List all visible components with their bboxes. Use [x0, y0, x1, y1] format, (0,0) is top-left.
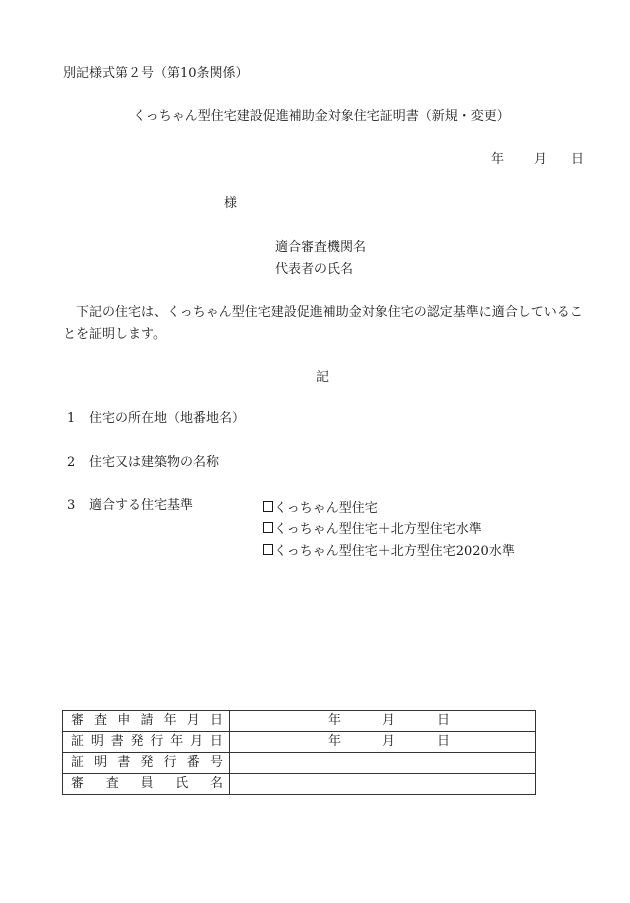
label-char: 発 [140, 755, 154, 770]
label-char: 員 [140, 776, 154, 791]
checkbox-icon[interactable] [263, 544, 273, 555]
checkbox-icon[interactable] [263, 522, 273, 533]
label-char: 月 [190, 734, 204, 749]
month-label: 月 [382, 734, 396, 749]
issuer-organization-label: 適合審査機関名 [275, 240, 367, 255]
checkbox-icon[interactable] [263, 501, 273, 512]
label-char: 書 [110, 734, 124, 749]
certificate-issue-date-label [63, 732, 230, 753]
form-number: 別記様式第２号（第10条関係） [63, 66, 249, 81]
standard-option-label: くっちゃん型住宅＋北方型住宅2020水準 [274, 543, 515, 559]
item-label-building-name: 住宅又は建築物の名称 [89, 455, 220, 470]
label-char: 審 [71, 776, 85, 791]
standard-option-kutchan-hoppo[interactable] [263, 519, 482, 535]
label-char: 証 [71, 755, 85, 770]
month-label: 月 [382, 713, 396, 728]
label-char: 請 [140, 713, 154, 728]
certificate-issue-date-field[interactable] [230, 732, 536, 753]
day-label: 日 [437, 734, 451, 749]
day-label: 日 [437, 713, 451, 728]
label-char: 審 [71, 713, 85, 728]
label-char: 日 [209, 734, 223, 749]
item-number-2: 2 [67, 455, 76, 470]
year-label: 年 [328, 734, 342, 749]
issuer-representative-label: 代表者の氏名 [275, 262, 354, 277]
item-number-3: 3 [67, 498, 76, 513]
ki-heading: 記 [316, 370, 330, 385]
label-char: 書 [117, 755, 131, 770]
label-char: 年 [170, 734, 184, 749]
certificate-number-label [63, 753, 230, 774]
label-char: 明 [94, 755, 108, 770]
label-char: 名 [209, 776, 223, 791]
label-char: 氏 [175, 776, 189, 791]
label-char: 発 [130, 734, 144, 749]
document-title: くっちゃん型住宅建設促進補助金対象住宅証明書（新規・変更） [133, 109, 510, 124]
date-month-label: 月 [534, 152, 548, 167]
reviewer-name-label [63, 774, 230, 795]
label-char: 査 [105, 776, 119, 791]
certification-statement: 下記の住宅は、くっちゃん型住宅建設促進補助金対象住宅の認定基準に適合していることを証明します。 [63, 305, 583, 342]
label-char: 月 [186, 713, 200, 728]
label-char: 申 [117, 713, 131, 728]
table-row [63, 753, 536, 774]
label-char: 番 [186, 755, 200, 770]
standard-option-label: くっちゃん型住宅＋北方型住宅水準 [274, 521, 482, 537]
standard-option-kutchan[interactable] [263, 498, 378, 514]
label-char: 明 [90, 734, 104, 749]
addressee-honorific: 様 [224, 196, 238, 211]
label-char: 号 [209, 755, 223, 770]
year-label: 年 [328, 713, 342, 728]
table-row [63, 774, 536, 795]
label-char: 年 [163, 713, 177, 728]
item-number-1: 1 [67, 411, 76, 426]
item-label-location: 住宅の所在地（地番地名） [89, 411, 246, 426]
date-year-label: 年 [491, 152, 505, 167]
label-char: 証 [71, 734, 85, 749]
review-record-table [62, 710, 536, 795]
review-application-date-field[interactable] [230, 711, 536, 732]
table-row [63, 732, 536, 753]
label-char: 日 [209, 713, 223, 728]
label-char: 査 [94, 713, 108, 728]
date-day-label: 日 [571, 152, 585, 167]
certificate-number-field[interactable] [230, 753, 536, 774]
standard-option-label: くっちゃん型住宅 [274, 500, 378, 516]
table-row [63, 711, 536, 732]
label-char: 行 [163, 755, 177, 770]
standard-option-kutchan-hoppo-2020[interactable] [263, 541, 515, 557]
item-label-housing-standard: 適合する住宅基準 [89, 498, 194, 513]
reviewer-name-field[interactable] [230, 774, 536, 795]
label-char: 行 [150, 734, 164, 749]
review-application-date-label [63, 711, 230, 732]
